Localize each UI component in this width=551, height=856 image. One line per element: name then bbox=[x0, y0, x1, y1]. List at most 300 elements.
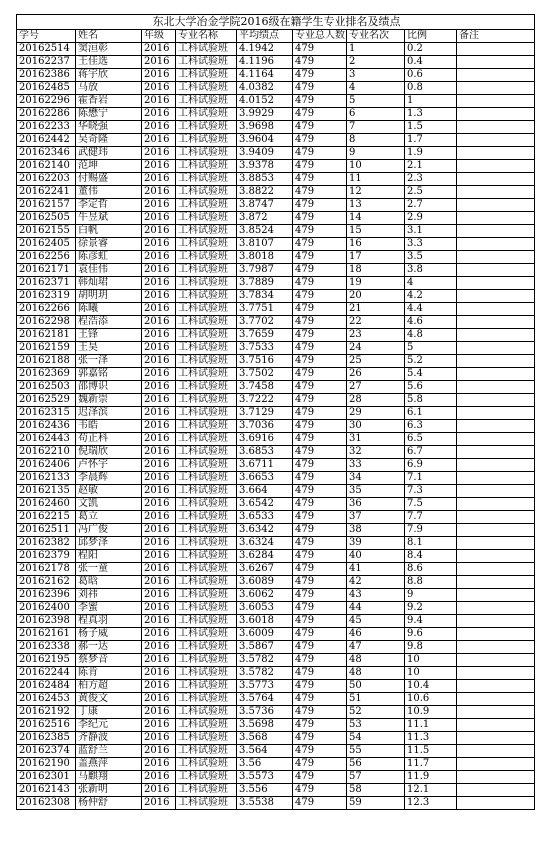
major-cell: 工科试验班 bbox=[176, 355, 237, 368]
percent-cell: 8.8 bbox=[405, 576, 457, 589]
gpa-cell: 3.8822 bbox=[237, 186, 293, 199]
total-cell: 479 bbox=[293, 771, 347, 784]
student-id-cell: 20162203 bbox=[17, 173, 76, 186]
remark-cell bbox=[457, 186, 535, 199]
table-row bbox=[17, 446, 535, 459]
table-row bbox=[17, 186, 535, 199]
major-cell: 工科试验班 bbox=[176, 732, 237, 745]
percent-cell: 11.7 bbox=[405, 758, 457, 771]
table-row bbox=[17, 212, 535, 225]
total-cell: 479 bbox=[293, 95, 347, 108]
table-row bbox=[17, 147, 535, 160]
name-cell: 张一泽 bbox=[76, 355, 142, 368]
rank-cell: 16 bbox=[347, 238, 405, 251]
grade-cell: 2016 bbox=[142, 719, 176, 732]
name-cell: 苟正科 bbox=[76, 433, 142, 446]
gpa-cell: 3.6853 bbox=[237, 446, 293, 459]
grade-cell: 2016 bbox=[142, 563, 176, 576]
total-cell: 479 bbox=[293, 368, 347, 381]
remark-cell bbox=[457, 381, 535, 394]
major-cell: 工科试验班 bbox=[176, 693, 237, 706]
rank-cell: 23 bbox=[347, 329, 405, 342]
header-major: 专业名称 bbox=[176, 30, 237, 43]
table-row bbox=[17, 693, 535, 706]
percent-cell: 10.6 bbox=[405, 693, 457, 706]
remark-cell bbox=[457, 680, 535, 693]
remark-cell bbox=[457, 121, 535, 134]
major-cell: 工科试验班 bbox=[176, 316, 237, 329]
major-cell: 工科试验班 bbox=[176, 511, 237, 524]
student-id-cell: 20162190 bbox=[17, 758, 76, 771]
percent-cell: 6.3 bbox=[405, 420, 457, 433]
gpa-cell: 3.9929 bbox=[237, 108, 293, 121]
grade-cell: 2016 bbox=[142, 758, 176, 771]
rank-cell: 15 bbox=[347, 225, 405, 238]
student-id-cell: 20162237 bbox=[17, 56, 76, 69]
total-cell: 479 bbox=[293, 147, 347, 160]
major-cell: 工科试验班 bbox=[176, 654, 237, 667]
student-id-cell: 20162516 bbox=[17, 719, 76, 732]
table-row bbox=[17, 433, 535, 446]
remark-cell bbox=[457, 784, 535, 797]
table-row bbox=[17, 654, 535, 667]
rank-cell: 57 bbox=[347, 771, 405, 784]
name-cell: 韩灿珺 bbox=[76, 277, 142, 290]
grade-cell: 2016 bbox=[142, 693, 176, 706]
name-cell: 董伟 bbox=[76, 186, 142, 199]
percent-cell: 7.5 bbox=[405, 498, 457, 511]
rank-cell: 19 bbox=[347, 277, 405, 290]
remark-cell bbox=[457, 693, 535, 706]
rank-cell: 27 bbox=[347, 381, 405, 394]
major-cell: 工科试验班 bbox=[176, 381, 237, 394]
total-cell: 479 bbox=[293, 82, 347, 95]
name-cell: 武健玮 bbox=[76, 147, 142, 160]
remark-cell bbox=[457, 303, 535, 316]
gpa-cell: 4.1942 bbox=[237, 43, 293, 56]
total-cell: 479 bbox=[293, 212, 347, 225]
remark-cell bbox=[457, 758, 535, 771]
gpa-cell: 4.0382 bbox=[237, 82, 293, 95]
percent-cell: 3.3 bbox=[405, 238, 457, 251]
table-row bbox=[17, 264, 535, 277]
table-row bbox=[17, 719, 535, 732]
grade-cell: 2016 bbox=[142, 238, 176, 251]
major-cell: 工科试验班 bbox=[176, 407, 237, 420]
rank-cell: 12 bbox=[347, 186, 405, 199]
student-id-cell: 20162371 bbox=[17, 277, 76, 290]
table-row bbox=[17, 615, 535, 628]
rank-cell: 36 bbox=[347, 498, 405, 511]
major-cell: 工科试验班 bbox=[176, 615, 237, 628]
remark-cell bbox=[457, 147, 535, 160]
table-row bbox=[17, 251, 535, 264]
total-cell: 479 bbox=[293, 446, 347, 459]
gpa-cell: 3.872 bbox=[237, 212, 293, 225]
name-cell: 卢怀宇 bbox=[76, 459, 142, 472]
gpa-cell: 3.8018 bbox=[237, 251, 293, 264]
major-cell: 工科试验班 bbox=[176, 147, 237, 160]
major-cell: 工科试验班 bbox=[176, 485, 237, 498]
student-id-cell: 20162514 bbox=[17, 43, 76, 56]
table-row bbox=[17, 225, 535, 238]
major-cell: 工科试验班 bbox=[176, 290, 237, 303]
rank-cell: 2 bbox=[347, 56, 405, 69]
rank-cell: 6 bbox=[347, 108, 405, 121]
total-cell: 479 bbox=[293, 719, 347, 732]
percent-cell: 2.1 bbox=[405, 160, 457, 173]
grade-cell: 2016 bbox=[142, 225, 176, 238]
gpa-cell: 3.6018 bbox=[237, 615, 293, 628]
rank-cell: 30 bbox=[347, 420, 405, 433]
name-cell: 程真羽 bbox=[76, 615, 142, 628]
remark-cell bbox=[457, 368, 535, 381]
table-row bbox=[17, 199, 535, 212]
gpa-cell: 3.56 bbox=[237, 758, 293, 771]
student-id-cell: 20162453 bbox=[17, 693, 76, 706]
table-row bbox=[17, 459, 535, 472]
rank-cell: 40 bbox=[347, 550, 405, 563]
student-id-cell: 20162256 bbox=[17, 251, 76, 264]
rank-cell: 14 bbox=[347, 212, 405, 225]
grade-cell: 2016 bbox=[142, 797, 176, 810]
student-id-cell: 20162379 bbox=[17, 550, 76, 563]
table-row bbox=[17, 238, 535, 251]
remark-cell bbox=[457, 82, 535, 95]
remark-cell bbox=[457, 264, 535, 277]
grade-cell: 2016 bbox=[142, 342, 176, 355]
name-cell: 白帆 bbox=[76, 225, 142, 238]
student-id-cell: 20162215 bbox=[17, 511, 76, 524]
name-cell: 张一童 bbox=[76, 563, 142, 576]
remark-cell bbox=[457, 459, 535, 472]
percent-cell: 2.3 bbox=[405, 173, 457, 186]
name-cell: 韦皓 bbox=[76, 420, 142, 433]
percent-cell: 2.5 bbox=[405, 186, 457, 199]
major-cell: 工科试验班 bbox=[176, 303, 237, 316]
remark-cell bbox=[457, 342, 535, 355]
percent-cell: 8.4 bbox=[405, 550, 457, 563]
remark-cell bbox=[457, 550, 535, 563]
percent-cell: 1.9 bbox=[405, 147, 457, 160]
percent-cell: 1 bbox=[405, 95, 457, 108]
table-row bbox=[17, 95, 535, 108]
rank-cell: 46 bbox=[347, 628, 405, 641]
gpa-cell: 3.8747 bbox=[237, 199, 293, 212]
total-cell: 479 bbox=[293, 173, 347, 186]
table-row bbox=[17, 771, 535, 784]
name-cell: 李蜜 bbox=[76, 602, 142, 615]
grade-cell: 2016 bbox=[142, 108, 176, 121]
grade-cell: 2016 bbox=[142, 316, 176, 329]
total-cell: 479 bbox=[293, 693, 347, 706]
percent-cell: 0.8 bbox=[405, 82, 457, 95]
percent-cell: 10 bbox=[405, 654, 457, 667]
name-cell: 吴奇隆 bbox=[76, 134, 142, 147]
percent-cell: 4.4 bbox=[405, 303, 457, 316]
table-row bbox=[17, 329, 535, 342]
grade-cell: 2016 bbox=[142, 485, 176, 498]
gpa-cell: 3.5782 bbox=[237, 667, 293, 680]
rank-cell: 8 bbox=[347, 134, 405, 147]
total-cell: 479 bbox=[293, 381, 347, 394]
rank-cell: 43 bbox=[347, 589, 405, 602]
name-cell: 蒋宇欣 bbox=[76, 69, 142, 82]
name-cell: 徐景睿 bbox=[76, 238, 142, 251]
table-row bbox=[17, 69, 535, 82]
name-cell: 付赐盛 bbox=[76, 173, 142, 186]
gpa-cell: 3.7889 bbox=[237, 277, 293, 290]
grade-cell: 2016 bbox=[142, 303, 176, 316]
total-cell: 479 bbox=[293, 394, 347, 407]
table-row bbox=[17, 511, 535, 524]
grade-cell: 2016 bbox=[142, 420, 176, 433]
remark-cell bbox=[457, 134, 535, 147]
remark-cell bbox=[457, 420, 535, 433]
rank-cell: 37 bbox=[347, 511, 405, 524]
total-cell: 479 bbox=[293, 264, 347, 277]
remark-cell bbox=[457, 537, 535, 550]
remark-cell bbox=[457, 290, 535, 303]
remark-cell bbox=[457, 316, 535, 329]
rank-cell: 7 bbox=[347, 121, 405, 134]
sheet-title: 东北大学冶金学院2016级在籍学生专业排名及绩点 bbox=[17, 15, 535, 30]
gpa-cell: 3.5698 bbox=[237, 719, 293, 732]
table-row bbox=[17, 134, 535, 147]
gpa-cell: 3.564 bbox=[237, 745, 293, 758]
remark-cell bbox=[457, 238, 535, 251]
table-row bbox=[17, 381, 535, 394]
percent-cell: 5.8 bbox=[405, 394, 457, 407]
percent-cell: 3.5 bbox=[405, 251, 457, 264]
name-cell: 李纪元 bbox=[76, 719, 142, 732]
total-cell: 479 bbox=[293, 732, 347, 745]
percent-cell: 1.7 bbox=[405, 134, 457, 147]
percent-cell: 2.7 bbox=[405, 199, 457, 212]
table-row bbox=[17, 277, 535, 290]
name-cell: 陈彦虹 bbox=[76, 251, 142, 264]
percent-cell: 9 bbox=[405, 589, 457, 602]
rank-cell: 1 bbox=[347, 43, 405, 56]
rank-cell: 24 bbox=[347, 342, 405, 355]
student-id-cell: 20162308 bbox=[17, 797, 76, 810]
ranking-table bbox=[16, 14, 535, 810]
total-cell: 479 bbox=[293, 706, 347, 719]
student-id-cell: 20162346 bbox=[17, 147, 76, 160]
name-cell: 范坤 bbox=[76, 160, 142, 173]
major-cell: 工科试验班 bbox=[176, 342, 237, 355]
grade-cell: 2016 bbox=[142, 394, 176, 407]
rank-cell: 10 bbox=[347, 160, 405, 173]
remark-cell bbox=[457, 355, 535, 368]
total-cell: 479 bbox=[293, 420, 347, 433]
name-cell: 杨仲舒 bbox=[76, 797, 142, 810]
major-cell: 工科试验班 bbox=[176, 95, 237, 108]
percent-cell: 0.6 bbox=[405, 69, 457, 82]
student-id-cell: 20162188 bbox=[17, 355, 76, 368]
remark-cell bbox=[457, 719, 535, 732]
grade-cell: 2016 bbox=[142, 550, 176, 563]
rank-cell: 35 bbox=[347, 485, 405, 498]
total-cell: 479 bbox=[293, 537, 347, 550]
name-cell: 丁康 bbox=[76, 706, 142, 719]
remark-cell bbox=[457, 69, 535, 82]
name-cell: 王锋 bbox=[76, 329, 142, 342]
remark-cell bbox=[457, 329, 535, 342]
table-row bbox=[17, 485, 535, 498]
name-cell: 邵博识 bbox=[76, 381, 142, 394]
percent-cell: 7.3 bbox=[405, 485, 457, 498]
major-cell: 工科试验班 bbox=[176, 719, 237, 732]
rank-cell: 58 bbox=[347, 784, 405, 797]
major-cell: 工科试验班 bbox=[176, 459, 237, 472]
major-cell: 工科试验班 bbox=[176, 199, 237, 212]
student-id-cell: 20162266 bbox=[17, 303, 76, 316]
remark-cell bbox=[457, 95, 535, 108]
remark-cell bbox=[457, 485, 535, 498]
student-id-cell: 20162159 bbox=[17, 342, 76, 355]
ranking-sheet bbox=[16, 14, 534, 810]
grade-cell: 2016 bbox=[142, 160, 176, 173]
gpa-cell: 3.6267 bbox=[237, 563, 293, 576]
remark-cell bbox=[457, 160, 535, 173]
grade-cell: 2016 bbox=[142, 433, 176, 446]
title-row bbox=[17, 15, 535, 30]
name-cell: 邱梦泽 bbox=[76, 537, 142, 550]
name-cell: 程浩添 bbox=[76, 316, 142, 329]
total-cell: 479 bbox=[293, 407, 347, 420]
table-row bbox=[17, 355, 535, 368]
gpa-cell: 3.8853 bbox=[237, 173, 293, 186]
grade-cell: 2016 bbox=[142, 43, 176, 56]
gpa-cell: 3.6653 bbox=[237, 472, 293, 485]
total-cell: 479 bbox=[293, 550, 347, 563]
name-cell: 郝一达 bbox=[76, 641, 142, 654]
total-cell: 479 bbox=[293, 69, 347, 82]
gpa-cell: 3.7987 bbox=[237, 264, 293, 277]
percent-cell: 0.2 bbox=[405, 43, 457, 56]
remark-cell bbox=[457, 641, 535, 654]
percent-cell: 6.5 bbox=[405, 433, 457, 446]
table-row bbox=[17, 56, 535, 69]
name-cell: 柏方超 bbox=[76, 680, 142, 693]
major-cell: 工科试验班 bbox=[176, 758, 237, 771]
grade-cell: 2016 bbox=[142, 628, 176, 641]
gpa-cell: 3.6062 bbox=[237, 589, 293, 602]
remark-cell bbox=[457, 498, 535, 511]
gpa-cell: 3.9604 bbox=[237, 134, 293, 147]
name-cell: 冯广俊 bbox=[76, 524, 142, 537]
name-cell: 张新明 bbox=[76, 784, 142, 797]
table-row bbox=[17, 368, 535, 381]
grade-cell: 2016 bbox=[142, 121, 176, 134]
student-id-cell: 20162181 bbox=[17, 329, 76, 342]
rank-cell: 51 bbox=[347, 693, 405, 706]
rank-cell: 20 bbox=[347, 290, 405, 303]
major-cell: 工科试验班 bbox=[176, 524, 237, 537]
major-cell: 工科试验班 bbox=[176, 368, 237, 381]
major-cell: 工科试验班 bbox=[176, 628, 237, 641]
rank-cell: 17 bbox=[347, 251, 405, 264]
student-id-cell: 20162503 bbox=[17, 381, 76, 394]
percent-cell: 11.1 bbox=[405, 719, 457, 732]
percent-cell: 9.4 bbox=[405, 615, 457, 628]
name-cell: 迟泽滨 bbox=[76, 407, 142, 420]
percent-cell: 7.7 bbox=[405, 511, 457, 524]
remark-cell bbox=[457, 407, 535, 420]
table-row bbox=[17, 173, 535, 186]
rank-cell: 48 bbox=[347, 667, 405, 680]
percent-cell: 4.8 bbox=[405, 329, 457, 342]
student-id-cell: 20162396 bbox=[17, 589, 76, 602]
student-id-cell: 20162192 bbox=[17, 706, 76, 719]
grade-cell: 2016 bbox=[142, 472, 176, 485]
grade-cell: 2016 bbox=[142, 147, 176, 160]
name-cell: 霍香岩 bbox=[76, 95, 142, 108]
major-cell: 工科试验班 bbox=[176, 82, 237, 95]
percent-cell: 11.9 bbox=[405, 771, 457, 784]
major-cell: 工科试验班 bbox=[176, 43, 237, 56]
gpa-cell: 3.9409 bbox=[237, 147, 293, 160]
student-id-cell: 20162511 bbox=[17, 524, 76, 537]
student-id-cell: 20162398 bbox=[17, 615, 76, 628]
student-id-cell: 20162233 bbox=[17, 121, 76, 134]
student-id-cell: 20162529 bbox=[17, 394, 76, 407]
gpa-cell: 3.5538 bbox=[237, 797, 293, 810]
name-cell: 牛昱斌 bbox=[76, 212, 142, 225]
table-row bbox=[17, 706, 535, 719]
grade-cell: 2016 bbox=[142, 589, 176, 602]
name-cell: 马放 bbox=[76, 82, 142, 95]
total-cell: 479 bbox=[293, 342, 347, 355]
name-cell: 赵敏 bbox=[76, 485, 142, 498]
total-cell: 479 bbox=[293, 589, 347, 602]
total-cell: 479 bbox=[293, 498, 347, 511]
rank-cell: 47 bbox=[347, 641, 405, 654]
percent-cell: 6.9 bbox=[405, 459, 457, 472]
table-row bbox=[17, 303, 535, 316]
name-cell: 盖燕萍 bbox=[76, 758, 142, 771]
student-id-cell: 20162161 bbox=[17, 628, 76, 641]
percent-cell: 5.6 bbox=[405, 381, 457, 394]
rank-cell: 53 bbox=[347, 719, 405, 732]
total-cell: 479 bbox=[293, 511, 347, 524]
gpa-cell: 3.5764 bbox=[237, 693, 293, 706]
student-id-cell: 20162460 bbox=[17, 498, 76, 511]
percent-cell: 6.1 bbox=[405, 407, 457, 420]
rank-cell: 4 bbox=[347, 82, 405, 95]
gpa-cell: 3.6284 bbox=[237, 550, 293, 563]
rank-cell: 11 bbox=[347, 173, 405, 186]
table-row bbox=[17, 667, 535, 680]
percent-cell: 1.3 bbox=[405, 108, 457, 121]
grade-cell: 2016 bbox=[142, 511, 176, 524]
gpa-cell: 3.6324 bbox=[237, 537, 293, 550]
student-id-cell: 20162385 bbox=[17, 732, 76, 745]
grade-cell: 2016 bbox=[142, 82, 176, 95]
remark-cell bbox=[457, 56, 535, 69]
total-cell: 479 bbox=[293, 251, 347, 264]
header-grade: 年级 bbox=[142, 30, 176, 43]
major-cell: 工科试验班 bbox=[176, 706, 237, 719]
name-cell: 文凯 bbox=[76, 498, 142, 511]
total-cell: 479 bbox=[293, 459, 347, 472]
remark-cell bbox=[457, 446, 535, 459]
name-cell: 齐静波 bbox=[76, 732, 142, 745]
rank-cell: 39 bbox=[347, 537, 405, 550]
grade-cell: 2016 bbox=[142, 212, 176, 225]
name-cell: 葛立 bbox=[76, 511, 142, 524]
